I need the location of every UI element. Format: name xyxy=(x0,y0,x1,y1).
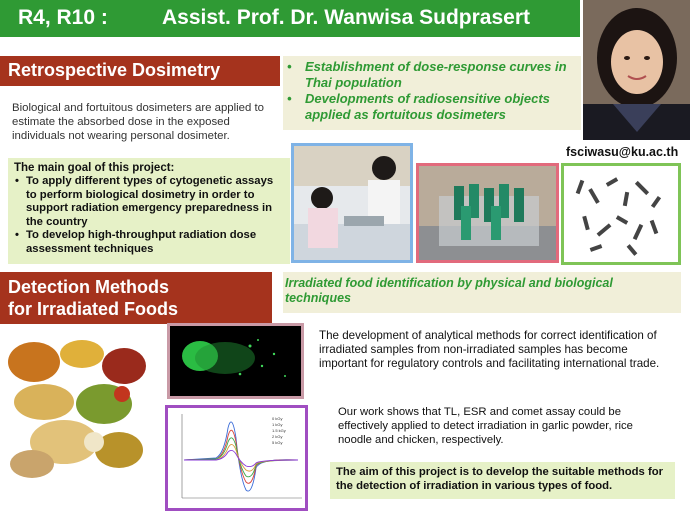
establishment-box xyxy=(283,56,581,130)
esr-legend-item: 2 kGy xyxy=(272,434,283,439)
esr-legend-item: 1.5 kGy xyxy=(272,428,286,433)
detection-heading-line2: for Irradiated Foods xyxy=(8,299,179,319)
lab-photo-tubes xyxy=(416,163,559,263)
esr-legend-item: 5 kGy xyxy=(272,440,283,445)
chromosome-image xyxy=(561,163,681,265)
development-paragraph: The development of analytical methods for correct identification of irradiated samples from non-irradiated samples has become important for regulatory controls and facilitating international trade. xyxy=(319,329,660,370)
esr-spectrum-image xyxy=(165,405,308,511)
lab-photo-researchers xyxy=(291,143,413,263)
researcher-photo xyxy=(583,0,690,140)
aim-box: The aim of this project is to develop the suitable methods for the detection of irradiation in various types of food. xyxy=(330,462,675,499)
goal-item: • To develop high-throughput radiation dose assessment techniques xyxy=(15,229,257,255)
researcher-name: Assist. Prof. Dr. Wanwisa Sudprasert xyxy=(162,6,530,29)
main-goal-title: The main goal of this project: xyxy=(14,162,175,174)
work-paragraph: Our work shows that TL, ESR and comet assay could be effectively applied to detect irradiation in garlic powder, rice noodle and chicken, respectively. xyxy=(338,406,633,446)
project-codes: R4, R10 : xyxy=(18,6,108,29)
establishment-item: • Developments of radiosensitive objects applied as fortuitous dosimeters xyxy=(287,91,550,122)
goal-item: • To apply different types of cytogenetic assays to perform biological dosimetry in order to support radiation emergency preparedness in the country xyxy=(15,175,274,228)
esr-legend-item: 1 kGy xyxy=(272,422,283,427)
detection-methods-heading xyxy=(0,272,272,324)
retrospective-description: Biological and fortuitous dosimeters are applied to estimate the absorbed dose in the exposed individuals not wearing personal dosimeter. xyxy=(12,102,265,142)
header-bar xyxy=(0,0,580,37)
establishment-item: • Establishment of dose-response curves in Thai population xyxy=(287,59,567,90)
irradiated-food-subtitle: Irradiated food identification by physical and biological techniques xyxy=(283,272,681,313)
retrospective-dosimetry-heading: Retrospective Dosimetry xyxy=(0,56,280,86)
food-image xyxy=(4,332,152,492)
contact-email: fsciwasu@ku.ac.th xyxy=(566,145,679,159)
comet-assay-image xyxy=(167,323,304,399)
main-goal-box xyxy=(8,158,290,264)
esr-legend-item: 0 kGy xyxy=(272,416,283,421)
detection-heading-line1: Detection Methods xyxy=(8,277,170,297)
